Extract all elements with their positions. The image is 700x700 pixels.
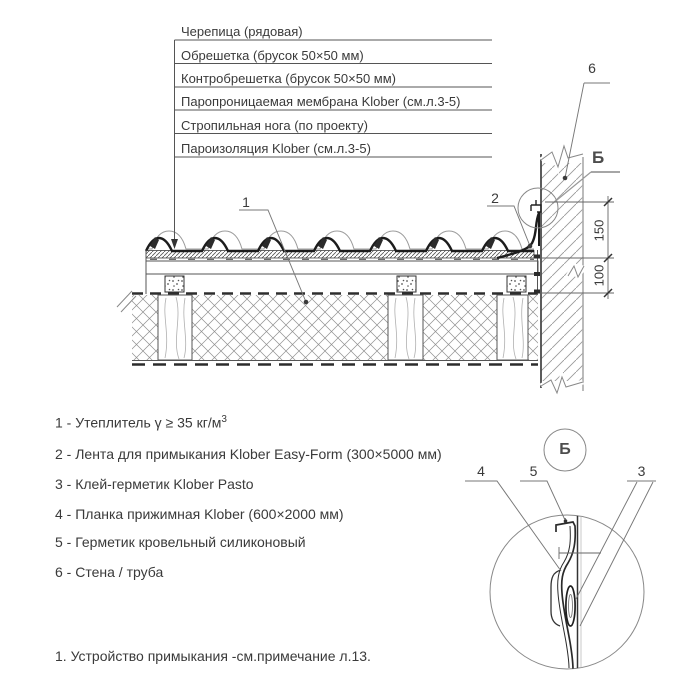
callout-1: 1 [242,194,250,210]
legend-item-1-text: 1 - Утеплитель γ ≥ 35 кг/м [55,414,222,431]
legend-item-1 [55,414,227,431]
detail-callout-leaders [465,481,656,626]
roof-section [117,231,540,365]
detail-contents [551,514,601,670]
legend-item-1-sup: 3 [221,414,227,425]
insulation-layer [132,295,538,360]
layer-label-vapour-barrier: Пароизоляция Klober (см.л.3-5) [181,141,371,156]
layer-label-counter-batten: Контробрешетка (брусок 50×50 мм) [181,71,397,86]
legend-item-5 [55,534,306,550]
layer-label-tile: Черепица (рядовая) [181,24,303,39]
batten-board [146,261,538,274]
counter-batten [165,276,184,292]
detail-sealant-bead [566,586,575,626]
callout-3: 3 [637,463,646,479]
callout-2: 2 [491,190,499,206]
legend-item-5-text: 5 - Герметик кровельный силиконовый [55,534,306,550]
legend-item-2 [55,446,442,462]
dimension-150: 150 [591,219,607,242]
legend-item-3-text: 3 - Клей-герметик Klober Pasto [55,476,254,492]
layer-label-rafter: Стропильная нога (по проекту) [181,118,368,133]
layer-label-batten: Обрешетка (брусок 50×50 мм) [181,48,364,63]
drawing-note: 1. Устройство примыкания -см.примечание л.13. [55,648,371,664]
section-marker-label: Б [592,148,605,167]
layer-label-comb [175,40,493,240]
pressure-strip [531,200,541,212]
detail-title-label: Б [559,441,571,458]
legend-item-6-text: 6 - Стена / труба [55,564,164,580]
leader-arrow [171,239,178,249]
legend-item-4-text: 4 - Планка прижимная Klober (600×2000 мм) [55,506,344,522]
legend-item-4 [55,506,344,522]
dimension-100: 100 [591,264,607,287]
legend-item-3 [55,476,254,492]
counter-batten [507,276,526,292]
legend-item-6 [55,564,163,580]
layer-label-membrane: Паропроницаемая мембрана Klober (см.л.3-5) [181,94,461,109]
detail-sealant-dot [564,519,568,523]
callout-6: 6 [588,60,596,76]
detail-clip-bracket [551,570,561,626]
callout-5: 5 [529,463,538,479]
callout-4: 4 [477,463,485,479]
counter-batten [397,276,416,292]
legend-item-2-text: 2 - Лента для примыкания Klober Easy-Form (300×5000 мм) [55,446,442,462]
